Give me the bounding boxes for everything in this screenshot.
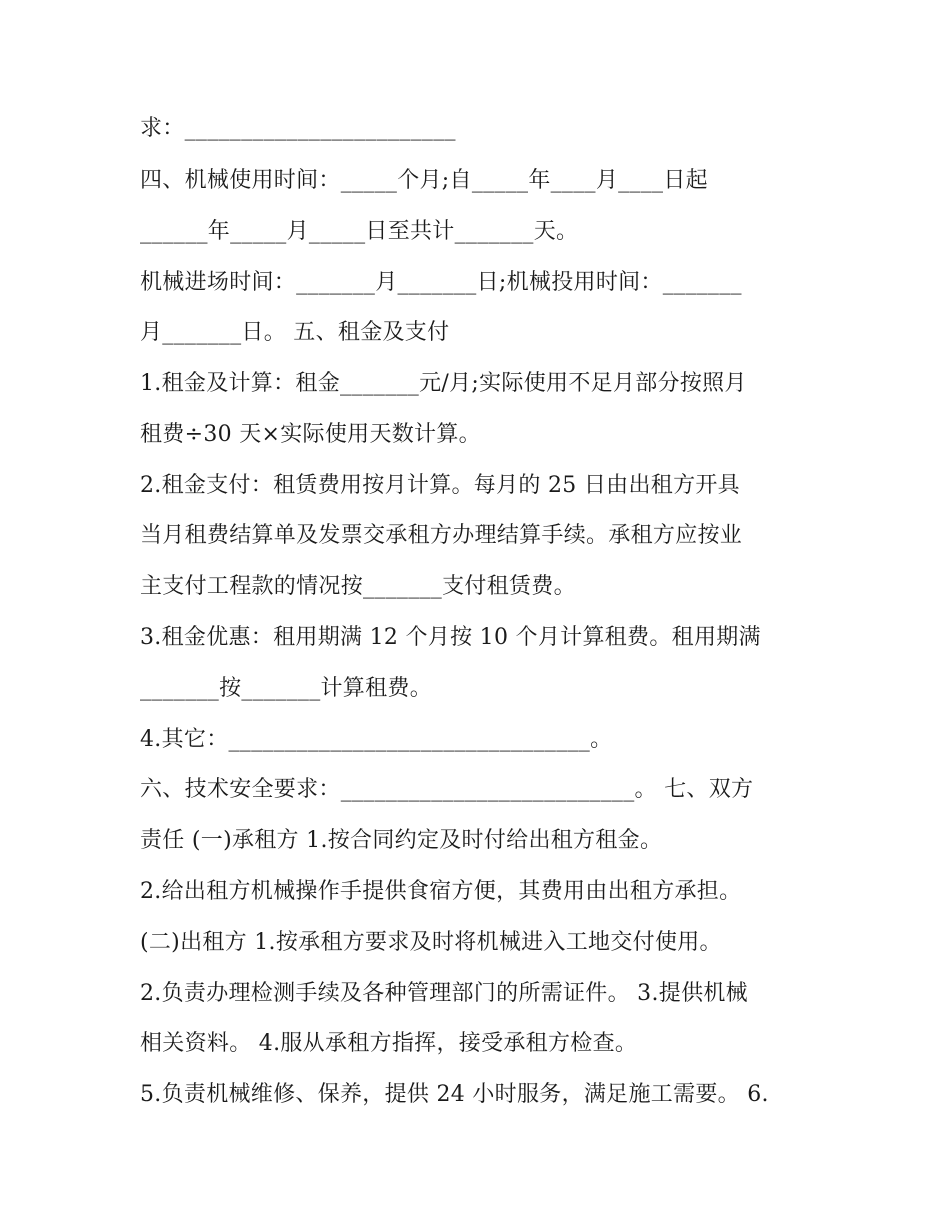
text-line: 机械进场时间：_______月_______日;机械投用时间：_______ <box>140 270 742 295</box>
text-line: 月_______日。 五、租金及支付 <box>140 320 450 345</box>
text-line: 2.租金支付：租赁费用按月计算。每月的 25 日由出租方开具 <box>140 473 740 498</box>
text-line: 租费÷30 天×实际使用天数计算。 <box>140 422 481 447</box>
text-line: 3.租金优惠：租用期满 12 个月按 10 个月计算租费。租用期满 <box>140 625 761 650</box>
text-line: 四、机械使用时间：_____个月;自_____年____月____日起 <box>140 168 708 193</box>
text-line: 2.给出租方机械操作手提供食宿方便，其费用由出租方承担。 <box>140 879 742 904</box>
text-line: 六、技术安全要求：__________________________。 七、双方 <box>140 777 754 802</box>
text-line: 5.负责机械维修、保养，提供 24 小时服务，满足施工需要。 6. <box>140 1082 769 1107</box>
text-line: 相关资料。 4.服从承租方指挥，接受承租方检查。 <box>140 1031 638 1056</box>
text-line: ______年_____月_____日至共计_______天。 <box>140 219 579 244</box>
text-line: 当月租费结算单及发票交承租方办理结算手续。承租方应按业 <box>140 523 743 548</box>
text-line: 4.其它：________________________________。 <box>140 727 613 752</box>
text-line: 主支付工程款的情况按_______支付租赁费。 <box>140 574 576 599</box>
text-line: 求：________________________ <box>140 116 456 141</box>
text-line: _______按_______计算租费。 <box>140 676 433 701</box>
text-line: 责任 (一)承租方 1.按合同约定及时付给出租方租金。 <box>140 828 663 853</box>
text-line: 1.租金及计算：租金_______元/月;实际使用不足月部分按照月 <box>140 371 747 396</box>
text-line: (二)出租方 1.按承租方要求及时将机械进入工地交付使用。 <box>140 930 722 955</box>
text-line: 2.负责办理检测手续及各种管理部门的所需证件。 3.提供机械 <box>140 981 748 1006</box>
